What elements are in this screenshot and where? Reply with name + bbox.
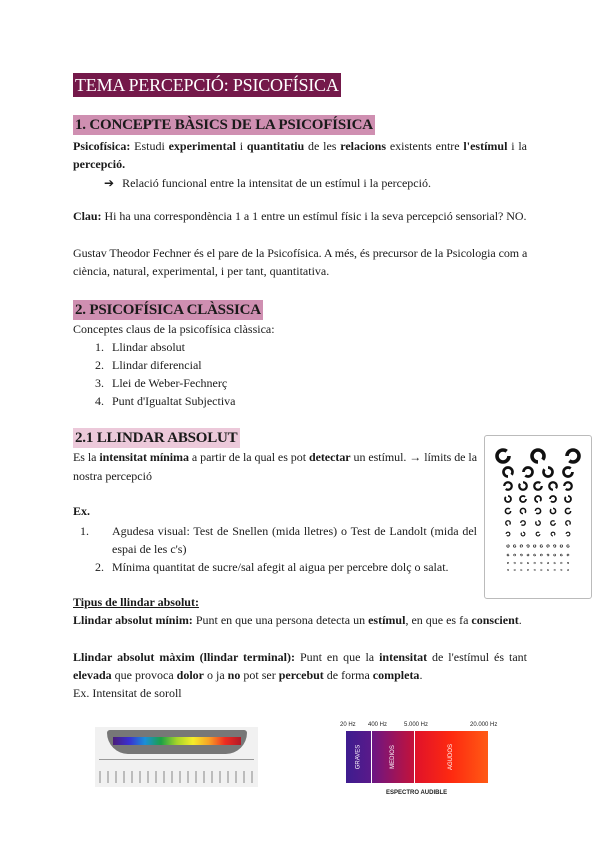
- landolt-ring: [536, 521, 541, 526]
- landolt-ring: [567, 562, 569, 564]
- list-item: [80, 339, 185, 355]
- bold-text: no: [227, 668, 241, 682]
- landolt-ring: [521, 562, 523, 564]
- landolt-ring: [497, 450, 509, 462]
- bold-text: Llindar absolut màxim (llindar terminal):: [73, 650, 296, 664]
- landolt-ring: [505, 496, 511, 502]
- psicofisica-definition-cont: [73, 156, 125, 172]
- landolt-ring: [550, 496, 556, 502]
- landolt-ring: [560, 545, 562, 547]
- landolt-chart-image: [484, 435, 592, 599]
- audible-caption: ESPECTRO AUDIBLE: [386, 790, 448, 796]
- list-number: 2.: [95, 358, 104, 372]
- spectrum-gradient: [113, 737, 241, 745]
- list-number: 2.: [95, 560, 104, 574]
- list-item: [80, 375, 227, 391]
- bold-text: intensitat mínima: [99, 450, 189, 464]
- freq-label: 20.000 Hz: [470, 722, 498, 728]
- landolt-ring: [567, 569, 569, 571]
- landolt-ring: [519, 482, 527, 490]
- landolt-ring: [507, 554, 509, 556]
- text: Estudi: [130, 139, 169, 153]
- landolt-ring: [544, 468, 553, 477]
- example-item-1: [80, 523, 477, 539]
- band-label: MEDIOS: [389, 745, 396, 769]
- text: i la: [507, 139, 527, 153]
- text: existents entre: [386, 139, 464, 153]
- bold-text: percebut: [278, 668, 324, 682]
- landolt-ring: [554, 569, 556, 571]
- landolt-ring: [527, 569, 529, 571]
- fechner-paragraph: Gustav Theodor Fechner és el pare de la Psicofísica. A més, és precursor de la Psicologia com a: [73, 246, 528, 260]
- landolt-ring: [527, 562, 529, 564]
- landolt-ring: [567, 554, 569, 556]
- text: Punt en que una persona detecta un: [192, 613, 369, 627]
- section-2-intro: Conceptes claus de la psicofísica clàssica:: [73, 322, 275, 336]
- psicofisica-definition: [73, 138, 527, 154]
- band-label: AGUDOS: [448, 743, 455, 771]
- bold-text: l'estímul: [463, 139, 508, 153]
- landolt-ring: [566, 521, 571, 526]
- landolt-ring: [532, 450, 544, 462]
- bold-text: dolor: [176, 668, 204, 682]
- bold-text: elevada: [73, 668, 112, 682]
- landolt-ring: [541, 562, 543, 564]
- landolt-ring: [567, 545, 569, 547]
- landolt-ring: [540, 545, 542, 547]
- landolt-ring: [566, 532, 570, 536]
- landolt-ring: [520, 554, 522, 556]
- bold-text: conscient: [471, 613, 519, 627]
- landolt-ring: [561, 562, 563, 564]
- landolt-ring: [551, 521, 556, 526]
- landolt-ring: [520, 545, 522, 547]
- spectrum-axis: [99, 759, 254, 760]
- document-title: TEMA PERCEPCIÓ: PSICOFÍSICA: [75, 75, 339, 95]
- bold-text: estímul: [368, 613, 406, 627]
- text: de les: [304, 139, 341, 153]
- llindar-definition-cont: nostra percepció: [73, 469, 152, 483]
- landolt-ring: [565, 508, 570, 513]
- landolt-ring: [514, 554, 516, 556]
- landolt-ring: [565, 496, 571, 502]
- landolt-ring: [550, 508, 555, 513]
- freq-label: 400 Hz: [368, 722, 388, 728]
- fechner-paragraph-cont: ciència, natural, experimental, i per tant, quantitativa.: [73, 264, 330, 278]
- section-1-heading: 1. CONCEPTE BÀSICS DE LA PSICOFÍSICA: [75, 117, 373, 133]
- band-graves: [346, 731, 371, 783]
- llindar-minim: [73, 612, 522, 628]
- section-2-heading: 2. PSICOFÍSICA CLÀSSICA: [75, 302, 261, 318]
- spectrum-scale: [99, 771, 254, 783]
- text: Es la: [73, 450, 100, 464]
- landolt-ring: [521, 521, 526, 526]
- text: , en que es fa: [405, 613, 472, 627]
- landolt-ring: [547, 545, 549, 547]
- list-label: Llindar absolut: [112, 340, 185, 354]
- example-text: Mínima quantitat de sucre/sal afegit al aigua per percebre dolç o salat.: [112, 560, 449, 574]
- section-2-1-heading: 2.1 LLINDAR ABSOLUT: [75, 430, 238, 446]
- landolt-ring: [504, 482, 512, 490]
- landolt-ring: [553, 545, 555, 547]
- landolt-ring: [533, 545, 535, 547]
- list-label: Llindar diferencial: [112, 358, 202, 372]
- band-agudos: [415, 731, 488, 783]
- llindar-maxim: [73, 649, 527, 665]
- llindar-maxim-cont: [73, 667, 422, 683]
- bold-text: percepció.: [73, 157, 126, 171]
- text: Hi ha una correspondència 1 a 1 entre un estímul físic i la seva percepció sensorial? NO.: [101, 209, 527, 223]
- landolt-ring: [527, 554, 529, 556]
- list-number: 1.: [80, 524, 89, 538]
- text: a partir de la qual es pot: [188, 450, 309, 464]
- text: de l'estímul és tant: [427, 650, 527, 664]
- landolt-ring: [534, 554, 536, 556]
- bold-text: experimental: [168, 139, 236, 153]
- landolt-ring: [535, 496, 541, 502]
- text: pot ser: [240, 668, 279, 682]
- landolt-ring: [534, 562, 536, 564]
- list-label: Punt d'Igualtat Subjectiva: [112, 394, 236, 408]
- band-medios: [372, 731, 414, 783]
- landolt-ring: [521, 569, 523, 571]
- list-item: [80, 357, 202, 373]
- text: i: [235, 139, 247, 153]
- landolt-ring: [514, 562, 516, 564]
- text: de forma: [323, 668, 373, 682]
- landolt-ring: [561, 569, 563, 571]
- text: Punt en que la: [295, 650, 380, 664]
- text: .: [518, 613, 522, 627]
- bold-text: quantitatiu: [246, 139, 305, 153]
- audible-spectrum-image: [340, 721, 515, 801]
- text: .: [419, 668, 423, 682]
- list-number: 3.: [95, 376, 104, 390]
- landolt-ring: [527, 545, 529, 547]
- visible-spectrum-image: [95, 727, 258, 787]
- bold-text: completa: [372, 668, 420, 682]
- landolt-ring: [567, 450, 579, 462]
- landolt-ring: [547, 569, 549, 571]
- landolt-ring: [507, 545, 509, 547]
- landolt-ring: [507, 562, 509, 564]
- landolt-ring: [551, 532, 555, 536]
- landolt-ring: [549, 482, 557, 490]
- landolt-ring: [506, 521, 511, 526]
- bold-text: Llindar absolut mínim:: [73, 613, 193, 627]
- freq-label: 20 Hz: [340, 722, 356, 728]
- freq-label: 5.000 Hz: [404, 722, 429, 728]
- arrow-bullet-text: Relació funcional entre la intensitat de un estímul i la percepció.: [122, 176, 431, 190]
- text: o ja: [204, 668, 228, 682]
- landolt-c-rings: [485, 436, 591, 598]
- example-item-2: [80, 559, 449, 575]
- example-text: Agudesa visual: Test de Snellen (mida lletres) o Test de Landolt (mida del: [112, 524, 477, 538]
- llindar-definition: [73, 449, 477, 465]
- list-number: 4.: [95, 394, 104, 408]
- landolt-ring: [554, 562, 556, 564]
- arrow-right-icon: ➔: [104, 176, 115, 190]
- text: que provoca: [111, 668, 177, 682]
- landolt-ring: [524, 468, 533, 477]
- landolt-ring: [564, 482, 572, 490]
- landolt-ring: [507, 569, 509, 571]
- landolt-ring: [541, 569, 543, 571]
- list-label: Llei de Weber-Fechnerç: [112, 376, 228, 390]
- text: un estímul. → límits de la: [350, 450, 477, 464]
- band-label: GRAVES: [355, 744, 362, 770]
- landolt-ring: [560, 554, 562, 556]
- landolt-ring: [520, 508, 525, 513]
- landolt-ring: [554, 554, 556, 556]
- sound-example: Ex. Intensitat de soroll: [73, 686, 182, 700]
- landolt-ring: [540, 554, 542, 556]
- bold-text: Psicofísica:: [73, 139, 131, 153]
- bold-text: detectar: [308, 450, 351, 464]
- landolt-ring: [536, 532, 540, 536]
- landolt-ring: [534, 569, 536, 571]
- landolt-ring: [504, 468, 513, 477]
- landolt-ring: [547, 554, 549, 556]
- landolt-ring: [521, 532, 525, 536]
- clau-paragraph: [73, 208, 527, 224]
- landolt-ring: [564, 468, 573, 477]
- landolt-ring: [534, 482, 542, 490]
- list-number: 1.: [95, 340, 104, 354]
- list-item: [80, 393, 235, 409]
- landolt-ring: [514, 569, 516, 571]
- bold-text: relacions: [340, 139, 387, 153]
- arrow-bullet: [104, 175, 431, 191]
- landolt-ring: [513, 545, 515, 547]
- landolt-ring: [547, 562, 549, 564]
- example-item-1-cont: espai de les c's): [112, 542, 187, 556]
- types-heading: Tipus de llindar absolut:: [73, 595, 199, 609]
- bold-text: Clau:: [73, 209, 102, 223]
- landolt-ring: [505, 508, 510, 513]
- landolt-ring: [520, 496, 526, 502]
- landolt-ring: [506, 532, 510, 536]
- bold-text: intensitat: [379, 650, 428, 664]
- example-label: Ex.: [73, 504, 91, 518]
- landolt-ring: [535, 508, 540, 513]
